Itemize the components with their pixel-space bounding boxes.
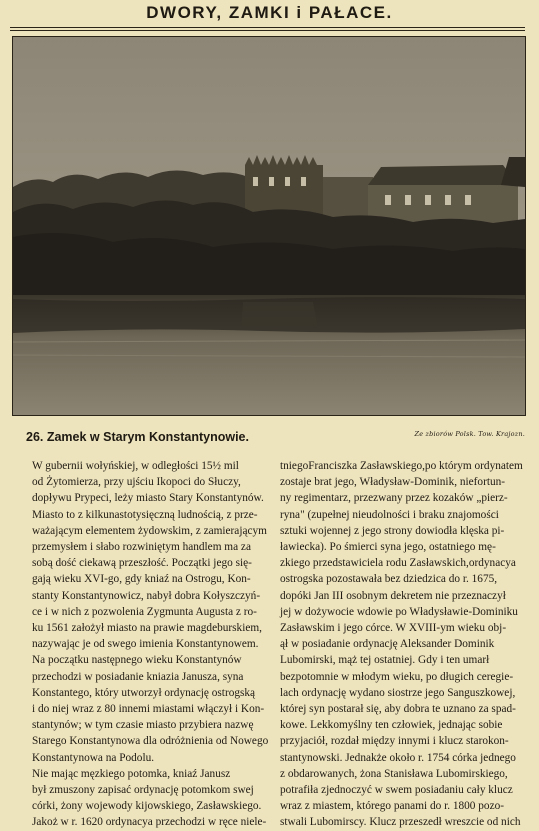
- text-line: ławiecka). Po śmierci syna jego, ostatniego mę-: [280, 541, 496, 554]
- figure-caption: 26. Zamek w Starym Konstantynowie.: [26, 430, 249, 444]
- text-line: Konstantego, który utworzył ordynację ostrogską: [32, 686, 256, 699]
- article-paragraph: [280, 458, 529, 831]
- text-line: Zasławskim i jego córce. W XVIII-ym wieku obj-: [280, 622, 507, 635]
- text-line: jej w dożywocie wdowie po Władysławie-Dominiku: [280, 605, 518, 618]
- text-line: Miasto to z kilkunastotysięczną ludnością, z prze-: [32, 508, 258, 521]
- text-line: dopływu Prypeci, leży miasto Stary Konstantynów.: [32, 492, 264, 505]
- article-paragraph: [14, 766, 268, 831]
- text-line: córki, żony wojewody kijowskiego, Zasławskiego.: [32, 800, 262, 813]
- text-line: bezpotomnie w młodym wieku, po długich ceregie-: [280, 670, 514, 683]
- text-line: ął w posiadanie ordynację Aleksander Dominik: [280, 638, 495, 651]
- text-line: tniegoFranciszka Zasławskiego,po którym ordynatem: [280, 460, 523, 472]
- text-line: ny regimentarz, przezwany przez kozaków „pierz-: [280, 492, 508, 505]
- text-line: był zmuszony zapisać ordynację potomkom swej: [32, 784, 254, 797]
- text-line: przyjaciół, rozdał między innymi i klucz starokon-: [280, 735, 509, 748]
- text-line: i do niej wraz z 80 innemi miastami włączył i Kon-: [32, 703, 265, 716]
- castle-photograph: [12, 36, 526, 416]
- text-line: ku 1561 założył miasto na prawie magdeburskiem,: [32, 622, 262, 635]
- text-line: nazywając je od swego imienia Konstantynowem.: [32, 638, 259, 651]
- header-rule-thin: [10, 30, 525, 31]
- text-line: stantynowski. Jednakże około r. 1754 córka jednego: [280, 751, 516, 764]
- article-paragraph: [14, 458, 268, 766]
- text-line: ce i w nich z pozwolenia Zygmunta Augusta z ro-: [32, 605, 257, 618]
- text-line: W gubernii wołyńskiej, w odległości 15½ mil: [32, 460, 239, 472]
- running-header: [0, 0, 539, 28]
- text-line: ryna" (zupełnej nieudolności i braku znajomości: [280, 508, 499, 521]
- text-line: wraz z miastem, którego panami do r. 1800 pozo-: [280, 800, 504, 813]
- text-line: Jakoż w r. 1620 ordynacya przechodzi w ręce niele-: [32, 816, 267, 829]
- text-line: której syn postarał się, aby dobra te uznano za spad-: [280, 703, 516, 716]
- text-line: zkiego przedstawiciela rodu Zasławskich,ordynacya: [280, 557, 516, 570]
- text-line: z obdarowanych, żona Stanisława Lubomirskiego,: [280, 767, 508, 780]
- text-line: sztuki wojennej z jego strony dowiodła klęska pi-: [280, 524, 505, 537]
- text-line: stantynów; w tym czasie miasto przybiera nazwę: [32, 719, 254, 732]
- header-title: DWORY, ZAMKI i PAŁACE.: [146, 3, 393, 22]
- text-line: Nie mając męzkiego potomka, kniaź Janusz: [32, 767, 231, 780]
- photo-credit: Ze zbiorów Polsk. Tow. Krajozn.: [414, 430, 525, 438]
- header-rule: [10, 27, 525, 28]
- text-line: potrafiła zjednoczyć w swem posiadaniu cały klucz: [280, 784, 513, 797]
- text-line: ważającym elementem żydowskim, z zamierającym: [32, 524, 267, 537]
- text-line: stwali Lubomirscy. Klucz przeszedł wreszcie od nich: [280, 816, 521, 829]
- text-line: dopóki Jan III osobnym dekretem nie przeznaczył: [280, 589, 506, 602]
- text-line: zostaje brat jego, Władysław-Dominik, niefortun-: [280, 476, 506, 489]
- text-line: stanty Konstantynowicz, nabył dobra Kołyszczyń-: [32, 589, 261, 602]
- text-line: ostrogska pozostawała bez dziedzica do r. 1675,: [280, 573, 498, 586]
- text-line: przechodzi w posiadanie kniazia Janusza, syna: [32, 670, 244, 683]
- text-line: Konstantynowa na Podolu.: [32, 751, 155, 764]
- text-column-left: [14, 458, 268, 831]
- text-line: lach ordynację wydano siostrze jego Sanguszkowej,: [280, 686, 516, 699]
- text-line: gają wieku XVI-go, gdy kniaź na Ostrogu, Kon-: [32, 573, 251, 586]
- text-line: Na początku następnego wieku Konstantynów: [32, 654, 242, 667]
- text-line: sobą dość ciekawą przeszłość. Początki jego się-: [32, 557, 252, 570]
- text-line: od Żytomierza, przy ujściu Ikopoci do Słuczy,: [32, 476, 241, 489]
- text-column-right: [280, 458, 529, 831]
- text-line: kowe. Lekkomyślny ten człowiek, jednając sobie: [280, 719, 503, 732]
- text-line: Starego Konstantynowa dla odróżnienia od Nowego: [32, 735, 269, 748]
- text-line: Lubomirski, mąż tej ostatniej. Gdy i ten umarł: [280, 654, 490, 667]
- text-line: przemysłem i słabo rozwiniętym handlem ma za: [32, 541, 251, 554]
